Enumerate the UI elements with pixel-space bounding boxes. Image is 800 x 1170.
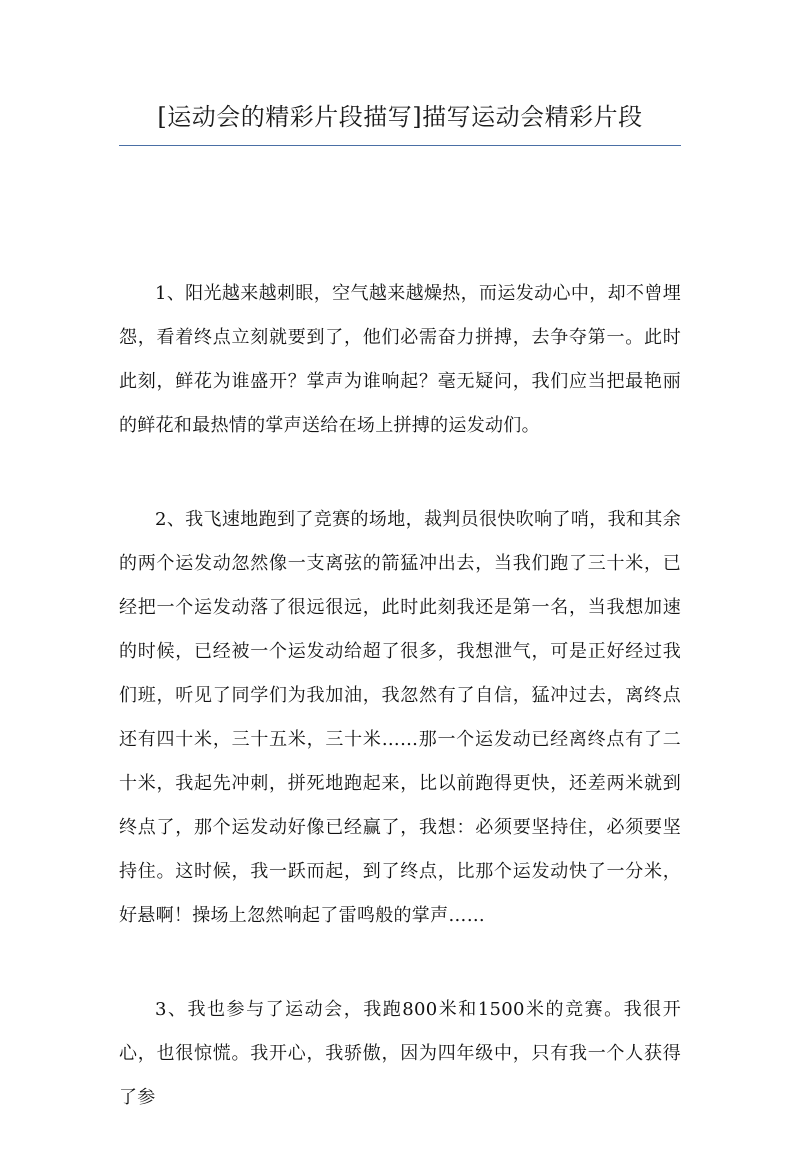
title-divider: [119, 145, 681, 146]
paragraph-2: 2、我飞速地跑到了竞赛的场地，裁判员很快吹响了哨，我和其余的两个运发动忽然像一支离弦的箭猛冲出去，当我们跑了三十米，已经把一个运发动落了很远很远，此时此刻我还是第一名，当我想加速的时候，已经被一个运发动给超了很多，我想泄气，可是正好经过我们班，听见了同学们为我加油，我忽然有了自信，猛冲过去，离终点还有四十米，三十五米，三十米……那一个运发动已经离终点有了二十米，我起先冲刺，拼死地跑起来，比以前跑得更快，还差两米就到终点了，那个运发动好像已经赢了，我想：必须要坚持住，必须要坚持住。这时候，我一跃而起，到了终点，比那个运发动快了一分米，好悬啊！操场上忽然响起了雷鸣般的掌声……: [119, 509, 681, 926]
document-body: [119, 272, 681, 1170]
document-title: [运动会的精彩片段描写]描写运动会精彩片段: [157, 103, 643, 131]
paragraph-1: 1、阳光越来越刺眼，空气越来越燥热，而运发动心中，却不曾埋怨，看着终点立刻就要到了，他们必需奋力拼搏，去争夺第一。此时此刻，鲜花为谁盛开？掌声为谁响起？毫无疑问，我们应当把最艳丽的鲜花和最热情的掌声送给在场上拼搏的运发动们。: [119, 283, 681, 436]
paragraph-3: 3、我也参与了运动会，我跑800米和1500米的竞赛。我很开心，也很惊慌。我开心，我骄傲，因为四年级中，只有我一个人获得了参: [119, 999, 681, 1108]
